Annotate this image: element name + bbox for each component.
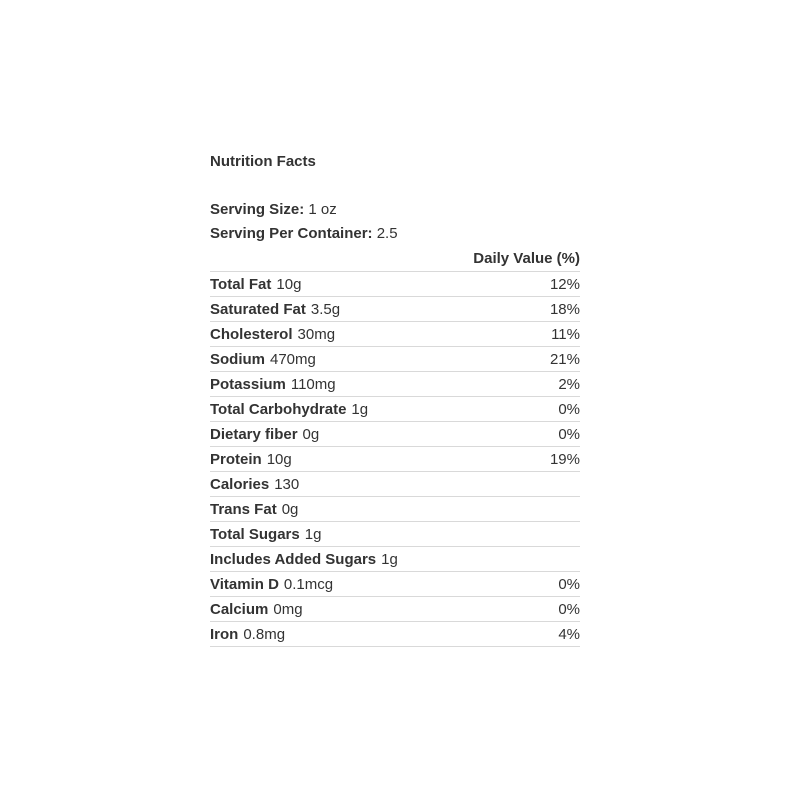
nutrient-name: Total Carbohydrate bbox=[210, 400, 347, 418]
nutrient-label-group bbox=[210, 476, 299, 493]
nutrient-table bbox=[210, 271, 580, 647]
nutrient-row bbox=[210, 547, 580, 572]
nutrient-label-group bbox=[210, 301, 340, 318]
nutrient-row bbox=[210, 472, 580, 497]
nutrient-row bbox=[210, 397, 580, 422]
nutrient-row bbox=[210, 347, 580, 372]
nutrient-label-group bbox=[210, 601, 303, 618]
daily-value-header: Daily Value (%) bbox=[473, 250, 580, 267]
servings-per-container-label: Serving Per Container: bbox=[210, 225, 373, 242]
nutrient-daily-value: 12% bbox=[549, 275, 580, 293]
nutrient-name: Calories bbox=[210, 475, 270, 493]
nutrient-amount: 1g bbox=[351, 400, 369, 418]
nutrient-label-group bbox=[210, 426, 319, 443]
nutrient-row bbox=[210, 422, 580, 447]
nutrient-row bbox=[210, 272, 580, 297]
nutrient-label-group bbox=[210, 401, 368, 418]
nutrient-amount: 0g bbox=[302, 425, 320, 443]
nutrient-daily-value: 0% bbox=[558, 600, 580, 618]
nutrient-label-group bbox=[210, 451, 292, 468]
nutrient-row bbox=[210, 597, 580, 622]
servings-per-container-line bbox=[210, 222, 580, 246]
serving-size-line bbox=[210, 198, 580, 222]
serving-size-value: 1 oz bbox=[308, 201, 337, 218]
nutrient-label-group bbox=[210, 526, 321, 543]
nutrient-daily-value: 11% bbox=[551, 325, 580, 343]
nutrient-label-group bbox=[210, 276, 301, 293]
nutrient-row bbox=[210, 522, 580, 547]
nutrient-daily-value: 0% bbox=[558, 400, 580, 418]
nutrient-daily-value: 21% bbox=[549, 350, 580, 368]
nutrient-row bbox=[210, 322, 580, 347]
nutrient-name: Total Sugars bbox=[210, 525, 300, 543]
nutrient-name: Iron bbox=[210, 625, 239, 643]
nutrient-name: Total Fat bbox=[210, 275, 272, 293]
nutrient-amount: 0.8mg bbox=[243, 625, 286, 643]
nutrient-name: Dietary fiber bbox=[210, 425, 298, 443]
nutrient-row bbox=[210, 622, 580, 647]
nutrient-daily-value: 19% bbox=[549, 450, 580, 468]
nutrient-daily-value: 18% bbox=[549, 300, 580, 318]
nutrient-amount: 10g bbox=[276, 275, 302, 293]
panel-title: Nutrition Facts bbox=[210, 153, 316, 170]
nutrient-name: Vitamin D bbox=[210, 575, 279, 593]
nutrient-label-group bbox=[210, 501, 298, 518]
nutrient-name: Sodium bbox=[210, 350, 265, 368]
nutrient-amount: 110mg bbox=[290, 375, 336, 393]
nutrient-daily-value: 4% bbox=[558, 625, 580, 643]
servings-per-container-value: 2.5 bbox=[376, 225, 398, 242]
nutrient-amount: 30mg bbox=[297, 325, 336, 343]
nutrient-label-group bbox=[210, 326, 335, 343]
serving-size-label: Serving Size: bbox=[210, 201, 305, 218]
nutrient-row bbox=[210, 447, 580, 472]
nutrient-name: Includes Added Sugars bbox=[210, 550, 377, 568]
nutrient-amount: 1g bbox=[304, 525, 322, 543]
nutrient-name: Trans Fat bbox=[210, 500, 277, 518]
nutrient-amount: 3.5g bbox=[310, 300, 341, 318]
nutrient-label-group bbox=[210, 576, 333, 593]
nutrient-row bbox=[210, 497, 580, 522]
nutrient-name: Calcium bbox=[210, 600, 269, 618]
nutrient-row bbox=[210, 372, 580, 397]
nutrient-daily-value: 0% bbox=[558, 425, 580, 443]
nutrient-daily-value: 0% bbox=[558, 575, 580, 593]
nutrient-amount: 1g bbox=[381, 550, 398, 568]
nutrient-amount: 10g bbox=[266, 450, 292, 468]
nutrient-amount: 0g bbox=[281, 500, 299, 518]
nutrient-amount: 0.1mcg bbox=[283, 575, 334, 593]
nutrient-name: Saturated Fat bbox=[210, 300, 306, 318]
nutrient-name: Potassium bbox=[210, 375, 286, 393]
serving-info bbox=[210, 198, 580, 246]
nutrient-name: Protein bbox=[210, 450, 262, 468]
nutrient-row bbox=[210, 572, 580, 597]
nutrient-daily-value: 2% bbox=[558, 375, 580, 393]
nutrition-facts-panel bbox=[210, 150, 580, 647]
nutrient-amount: 0mg bbox=[273, 600, 303, 618]
nutrient-name: Cholesterol bbox=[210, 325, 293, 343]
nutrient-row bbox=[210, 297, 580, 322]
nutrient-label-group bbox=[210, 376, 336, 393]
nutrient-label-group bbox=[210, 551, 398, 568]
nutrient-amount: 130 bbox=[274, 475, 300, 493]
nutrient-amount: 470mg bbox=[270, 350, 316, 368]
nutrient-label-group bbox=[210, 626, 285, 643]
nutrient-label-group bbox=[210, 351, 316, 368]
